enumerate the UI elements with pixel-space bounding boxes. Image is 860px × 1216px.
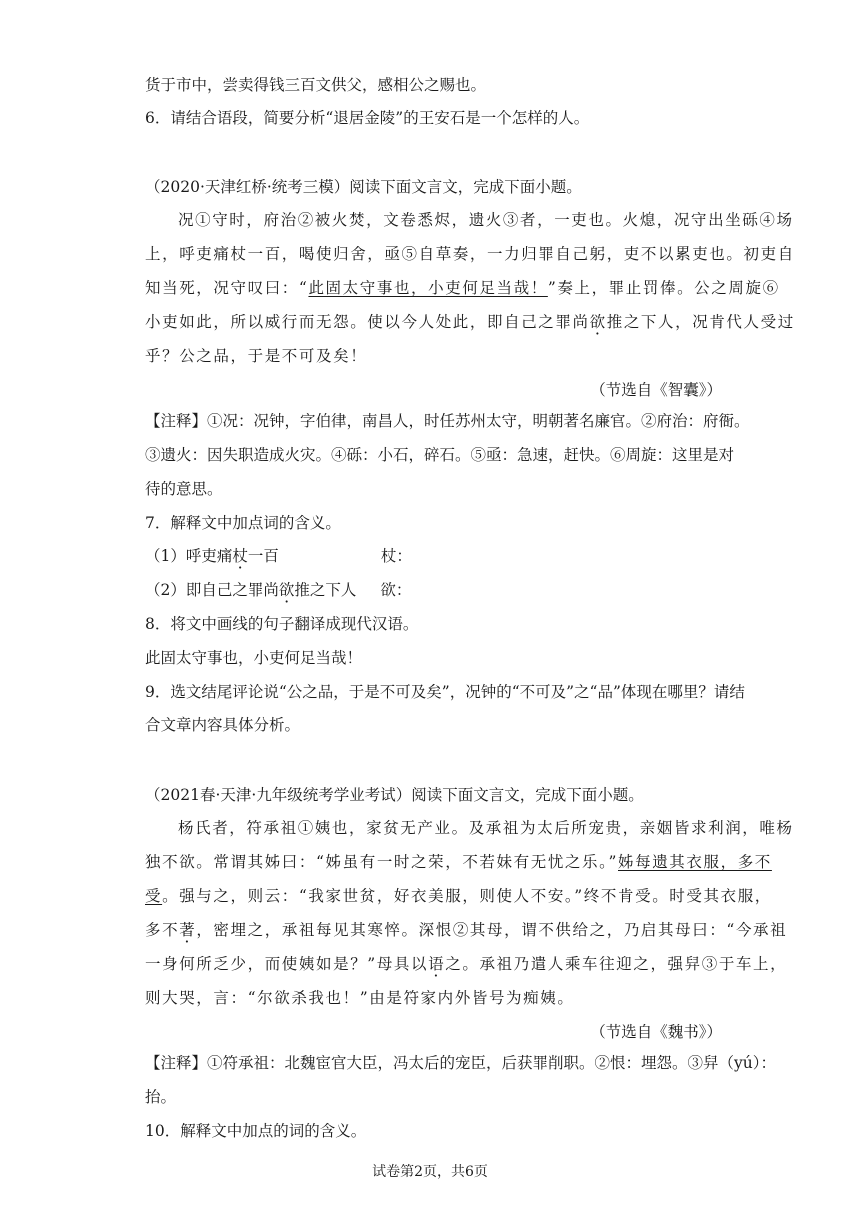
dotted-word: 杖 [232,547,248,565]
text-span: 知当死，况守叹曰：“ [145,279,309,297]
passage-3-line-1: 杨氏者，符承祖①姨也，家贫无产业。及承祖为太后所宠贵，亲姻皆求利润，唯杨 [178,819,794,837]
text-span: 小吏如此，所以威行而无怨。使以今人处此，即自己之罪尚 [145,313,590,331]
question-6: 6．请结合语段，简要分析“退居金陵”的王安石是一个怎样的人。 [145,109,590,127]
passage-3-line-6: 则大哭，言：“尔欲杀我也！”由是符家内外皆号为痴姨。 [145,989,575,1007]
underlined-sentence: 姊每遗其衣服，多不 [618,853,772,871]
answer-label: 杖： [380,547,412,565]
question-8-sentence: 此固太守事也，小吏何足当哉！ [145,649,363,667]
passage-3-note-2: 抬。 [145,1088,177,1106]
passage-3-line-5 [145,954,787,974]
answer-label: 欲： [380,581,412,599]
passage-2-note-2: ③遗火：因失职造成火灾。④砾：小石，碎石。⑤亟：急速，赶快。⑥周旋：这里是对 [145,446,735,464]
question-8: 8．将文中画线的句子翻译成现代汉语。 [145,615,419,633]
passage-3-source: （节选自《魏书》） [590,1023,722,1041]
passage-2-line-5: 乎？公之品，于是不可及矣！ [145,347,368,365]
text-span: 独不欲。常谓其姊曰：“姊虽有一时之荣，不若妹有无忧之乐。” [145,853,618,871]
dotted-word: 欲 [278,581,295,599]
passage-2-note-3: 待的意思。 [145,480,223,498]
question-7-2 [145,580,411,600]
text-span: （1）呼吏痛 [145,547,233,565]
passage-2-line-4 [145,312,795,332]
passage-3-line-2 [145,852,772,872]
text-span: 。强与之，则云：“我家世贫，好衣美服，则使人不安。”终不肯受。时受其衣服， [162,887,772,905]
text-span: ”奏上，罪止罚俸。公之周旋⑥ [547,279,780,297]
page-footer: 试卷第2页，共6页 [372,1164,488,1180]
passage-3-line-4 [145,920,787,940]
question-9-cont: 合文章内容具体分析。 [145,716,301,734]
dotted-word: 著 [179,921,197,939]
text-span: （2）即自己之罪尚 [145,581,279,599]
dotted-word: 欲 [589,313,607,331]
underlined-sentence: 此固太守事也，小吏何足当哉！ [308,279,548,297]
text-span: ，密埋之，承祖每见其寒悴。深恨②其母，谓不供给之，乃启其母曰：“今承祖 [196,921,788,939]
underlined-sentence: 受 [145,887,163,905]
passage-3-line-3 [145,886,772,906]
question-9: 9．选文结尾评论说“公之品，于是不可及矣”，况钟的“不可及”之“品”体现在哪里？请结 [145,683,745,701]
passage-2-note-1: 【注释】①况：况钟，字伯律，南昌人，时任苏州太守，明朝著名廉官。②府治：府衙。 [145,412,750,430]
passage-2-line-1: 况①守时，府治②被火焚，文卷悉烬，遗火③者，一吏也。火熄，况守出坐砾④场 [178,211,794,229]
question-7: 7．解释文中加点词的含义。 [145,514,341,532]
passage-2-line-2: 上，呼吏痛杖一百，喝使归舍，亟⑤自草奏，一力归罪自己躬，吏不以累吏也。初吏自 [145,245,795,263]
passage-2-line-3 [145,278,780,298]
passage-3-note-1: 【注释】①符承祖：北魏宦官大臣，冯太后的宠臣，后获罪削职。②恨：埋怨。③舁（yú）： [145,1054,776,1072]
text-span: 一身何所乏少，而使姨如是？”母具以 [145,955,429,973]
passage-2-intro: （2020·天津红桥·统考三模）阅读下面文言文，完成下面小题。 [145,178,582,196]
text-span: 推之下人，况肯代人受过 [606,313,795,331]
text-span: 之。承祖乃遣人乘车往迎之，强舁③于车上， [445,955,788,973]
question-7-1 [145,546,412,566]
text-span: 推之下人 [294,581,357,599]
text-line: 货于市中，尝卖得钱三百文供父，感相公之赐也。 [145,76,487,94]
dotted-word: 语 [428,955,446,973]
text-span: 一百 [247,547,279,565]
text-span: 多不 [145,921,180,939]
passage-3-intro: （2021春·天津·九年级统考学业考试）阅读下面文言文，完成下面小题。 [145,786,644,804]
passage-2-source: （节选自《智囊》） [590,381,722,399]
question-10: 10．解释文中加点的词的含义。 [145,1122,367,1140]
